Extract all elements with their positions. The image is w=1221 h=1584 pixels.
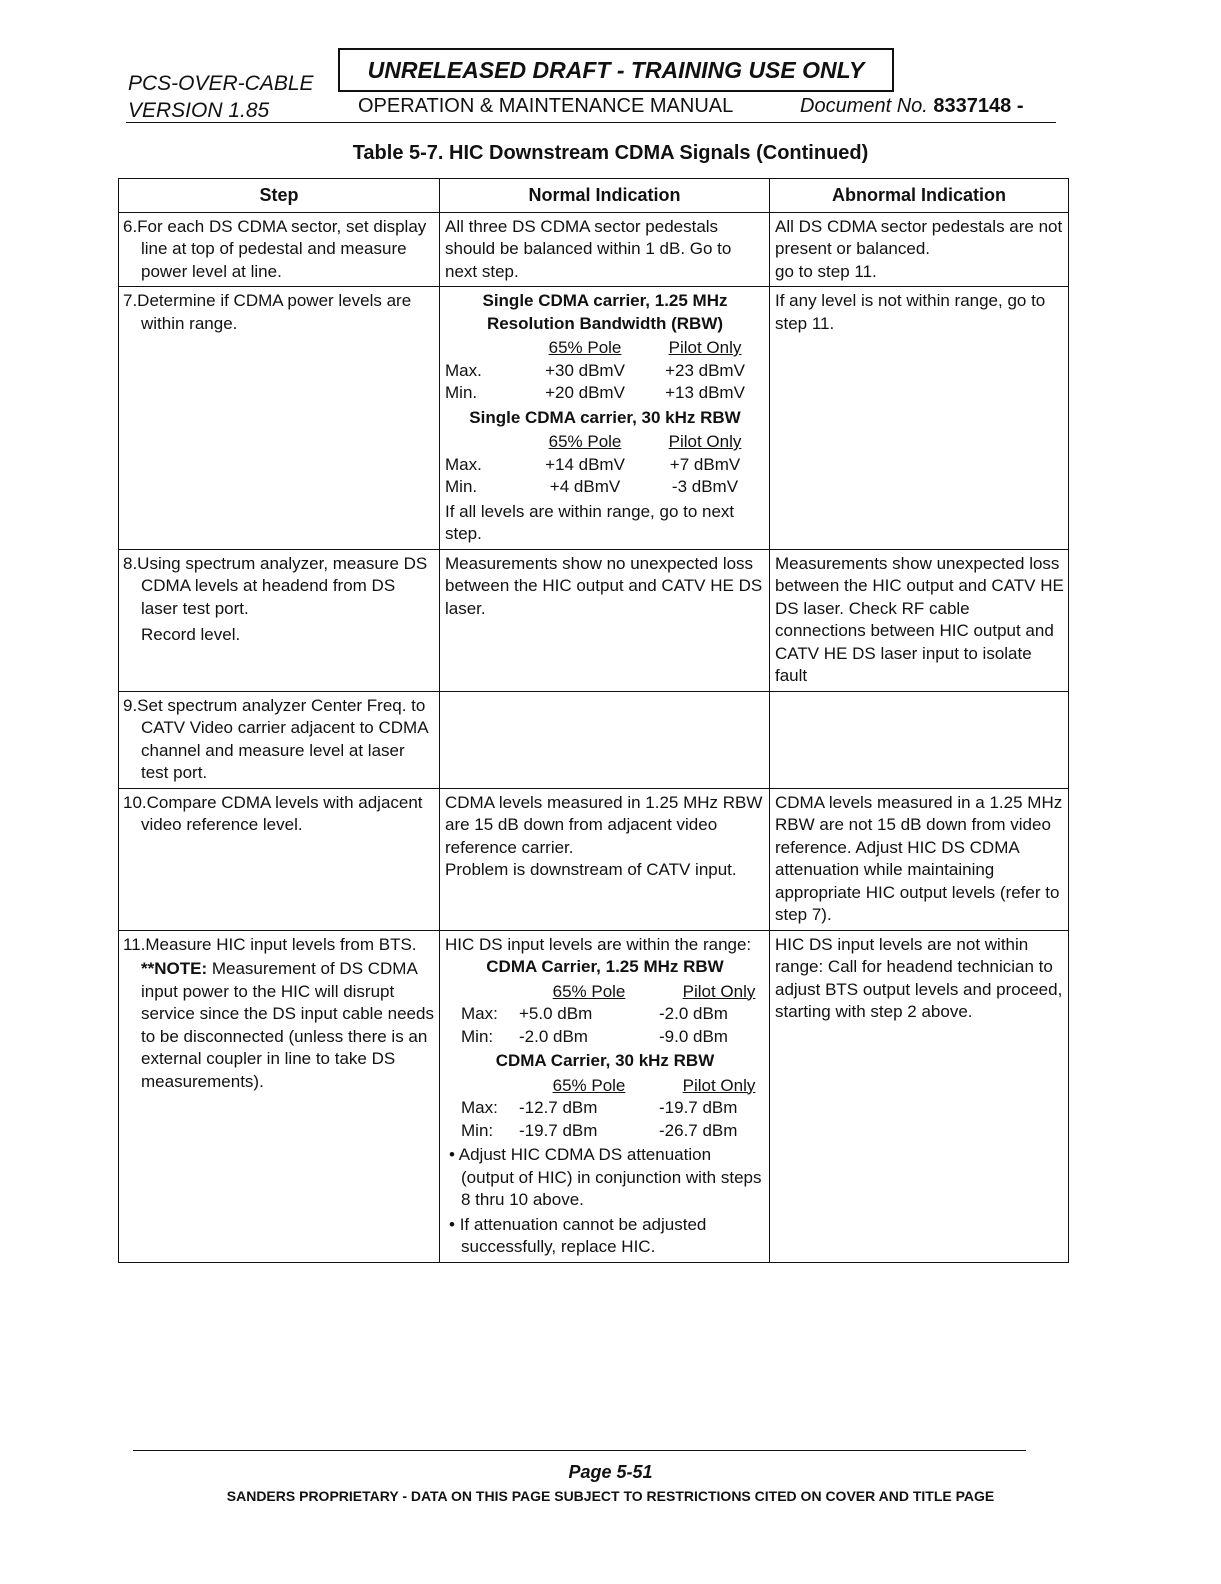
step-6-abnormal bbox=[770, 212, 1069, 287]
min-label: Min. bbox=[445, 477, 478, 496]
step-9-normal bbox=[440, 691, 770, 788]
manual-title: OPERATION & MAINTENANCE MANUAL bbox=[358, 95, 734, 117]
product-name: PCS-OVER-CABLE bbox=[128, 72, 314, 95]
bullet-replace-text: If attenuation cannot be adjusted successfully, replace HIC. bbox=[459, 1214, 707, 1256]
step-8-normal: Measurements show no unexpected loss between the HIC output and CATV HE DS laser. bbox=[440, 549, 770, 691]
step-7-cell: 7.Determine if CDMA power levels are within range. bbox=[119, 287, 440, 550]
step-6-normal: All three DS CDMA sector pedestals should be balanced within 1 dB. Go to next step. bbox=[440, 212, 770, 287]
step-6-cell: 6.For each DS CDMA sector, set display line at top of pedestal and measure power level at line. bbox=[119, 212, 440, 287]
step-11-heading-30khz: CDMA Carrier, 30 kHz RBW bbox=[495, 1051, 715, 1070]
document-number bbox=[800, 95, 1023, 118]
min-pole-value: -2.0 dBm bbox=[519, 1026, 588, 1046]
col-65-pole: 65% Pole bbox=[552, 1075, 626, 1095]
table-row-step-8 bbox=[119, 549, 1069, 691]
step-7-tail: If all levels are within range, go to next step. bbox=[445, 501, 735, 543]
table-title: Table 5-7. HIC Downstream CDMA Signals (Continued) bbox=[352, 142, 869, 164]
step-11-bullet-adjust: • Adjust HIC CDMA DS attenuation (output of HIC) in conjunction with steps 8 thru 10 above. bbox=[449, 1145, 762, 1209]
note-label: **NOTE: bbox=[141, 959, 208, 978]
min-label: Min. bbox=[445, 383, 478, 402]
min-pole-value: +20 dBmV bbox=[545, 383, 625, 402]
table-row-step-11 bbox=[119, 930, 1069, 1262]
step-7-heading-125mhz: Single CDMA carrier, 1.25 MHz Resolution Bandwidth (RBW) bbox=[482, 291, 728, 333]
step-7-abnormal: If any level is not within range, go to step 11. bbox=[770, 287, 1069, 550]
min-pilot-value: -26.7 dBm bbox=[659, 1120, 738, 1140]
page-number: Page 5-51 bbox=[568, 1462, 653, 1482]
step-8-cell bbox=[119, 549, 440, 691]
max-pilot-value: +23 dBmV bbox=[665, 360, 745, 380]
table-row-step-6 bbox=[119, 212, 1069, 287]
col-65-pole: 65% Pole bbox=[552, 981, 626, 1001]
step-7-heading-30khz: Single CDMA carrier, 30 kHz RBW bbox=[469, 407, 741, 427]
min-pilot-value: +13 dBmV bbox=[665, 383, 745, 402]
step-6-abnormal-goto: go to step 11. bbox=[775, 261, 877, 281]
step-7-levels-125mhz bbox=[445, 337, 765, 405]
max-pole-value: +14 dBmV bbox=[545, 454, 625, 474]
col-pilot-only: Pilot Only bbox=[668, 432, 742, 451]
min-pole-value: +4 dBmV bbox=[549, 477, 621, 496]
doc-number-value: 8337148 - bbox=[933, 95, 1024, 117]
step-11-normal-intro: HIC DS input levels are within the range: bbox=[445, 934, 752, 954]
proprietary-notice: SANDERS PROPRIETARY - DATA ON THIS PAGE SUBJECT TO RESTRICTIONS CITED ON COVER AND TITLE PAGE bbox=[226, 1488, 995, 1504]
draft-banner: UNRELEASED DRAFT - TRAINING USE ONLY bbox=[338, 48, 894, 92]
col-65-pole: 65% Pole bbox=[548, 338, 622, 357]
step-9-abnormal bbox=[770, 691, 1069, 788]
header-rule bbox=[126, 122, 1056, 123]
col-pilot-only: Pilot Only bbox=[682, 1075, 756, 1095]
step-11-levels-125mhz bbox=[461, 981, 765, 1049]
step-7-normal bbox=[440, 287, 770, 550]
table-row-step-9 bbox=[119, 691, 1069, 788]
version-label: VERSION 1.85 bbox=[128, 99, 270, 122]
cdma-signals-table bbox=[118, 178, 1069, 1263]
step-6-abnormal-text: All DS CDMA sector pedestals are not present or balanced. bbox=[775, 216, 1063, 258]
max-pilot-value: -19.7 dBm bbox=[659, 1098, 738, 1117]
min-pole-value: -19.7 dBm bbox=[519, 1120, 598, 1140]
step-11-cell bbox=[119, 930, 440, 1262]
column-header-normal: Normal Indication bbox=[440, 179, 770, 213]
step-10-cell: 10.Compare CDMA levels with adjacent video reference level. bbox=[119, 788, 440, 930]
col-pilot-only: Pilot Only bbox=[668, 338, 742, 357]
step-8-text: 8.Using spectrum analyzer, measure DS CDMA levels at headend from DS laser test port. bbox=[123, 553, 428, 618]
note-text: Measurement of DS CDMA input power to the HIC will disrupt service since the DS input cable needs to be disconnected (unless there is an external coupler in line to take DS measurements). bbox=[141, 959, 434, 1091]
max-pole-value: +5.0 dBm bbox=[519, 1004, 593, 1023]
max-label: Max. bbox=[445, 360, 482, 380]
step-11-abnormal: HIC DS input levels are not within range: Call for headend technician to adjust BTS output levels and proceed, starting with step 2 above. bbox=[770, 930, 1069, 1262]
step-8-record: Record level. bbox=[141, 625, 241, 644]
col-65-pole: 65% Pole bbox=[548, 432, 622, 451]
min-label: Min: bbox=[461, 1026, 494, 1046]
col-pilot-only: Pilot Only bbox=[682, 981, 756, 1001]
max-pilot-value: +7 dBmV bbox=[669, 454, 741, 474]
footer-rule bbox=[133, 1450, 1026, 1451]
step-11-text: 11.Measure HIC input levels from BTS. bbox=[123, 934, 417, 954]
step-8-abnormal: Measurements show unexpected loss between the HIC output and CATV HE DS laser. Check RF cable connections between HIC output and CATV HE DS laser input to isolate fault bbox=[770, 549, 1069, 691]
bullet-adjust-text: Adjust HIC CDMA DS attenuation (output of HIC) in conjunction with steps 8 thru 10 above. bbox=[458, 1145, 762, 1209]
step-11-levels-30khz bbox=[461, 1075, 765, 1143]
step-11-note bbox=[141, 958, 435, 1093]
step-7-levels-30khz bbox=[445, 431, 765, 499]
table-header-row bbox=[119, 179, 1069, 213]
step-9-cell: 9.Set spectrum analyzer Center Freq. to CATV Video carrier adjacent to CDMA channel and measure level at laser test port. bbox=[119, 691, 440, 788]
max-pole-value: -12.7 dBm bbox=[519, 1098, 598, 1117]
column-header-abnormal: Abnormal Indication bbox=[770, 179, 1069, 213]
doc-label: Document No. bbox=[800, 95, 928, 117]
step-11-heading-125mhz: CDMA Carrier, 1.25 MHz RBW bbox=[486, 957, 724, 976]
column-header-step: Step bbox=[119, 179, 440, 213]
min-pilot-value: -9.0 dBm bbox=[659, 1026, 728, 1046]
step-10-normal-text: CDMA levels measured in 1.25 MHz RBW are 15 dB down from adjacent video reference carrier. bbox=[445, 792, 763, 857]
step-10-normal bbox=[440, 788, 770, 930]
step-10-abnormal: CDMA levels measured in a 1.25 MHz RBW are not 15 dB down from video reference. Adjust HIC DS CDMA attenuation while maintaining appropriate HIC output levels (refer to step 7). bbox=[770, 788, 1069, 930]
max-pole-value: +30 dBmV bbox=[545, 360, 625, 380]
step-11-bullet-replace: • If attenuation cannot be adjusted successfully, replace HIC. bbox=[449, 1214, 707, 1256]
min-label: Min: bbox=[461, 1120, 494, 1140]
max-label: Max: bbox=[461, 1004, 498, 1023]
step-10-normal-problem: Problem is downstream of CATV input. bbox=[445, 860, 737, 879]
header-product-version bbox=[128, 70, 314, 124]
table-row-step-10 bbox=[119, 788, 1069, 930]
max-label: Max. bbox=[445, 454, 482, 474]
max-label: Max: bbox=[461, 1098, 498, 1117]
table-row-step-7 bbox=[119, 287, 1069, 550]
max-pilot-value: -2.0 dBm bbox=[659, 1004, 728, 1023]
min-pilot-value: -3 dBmV bbox=[671, 477, 739, 496]
step-11-normal bbox=[440, 930, 770, 1262]
